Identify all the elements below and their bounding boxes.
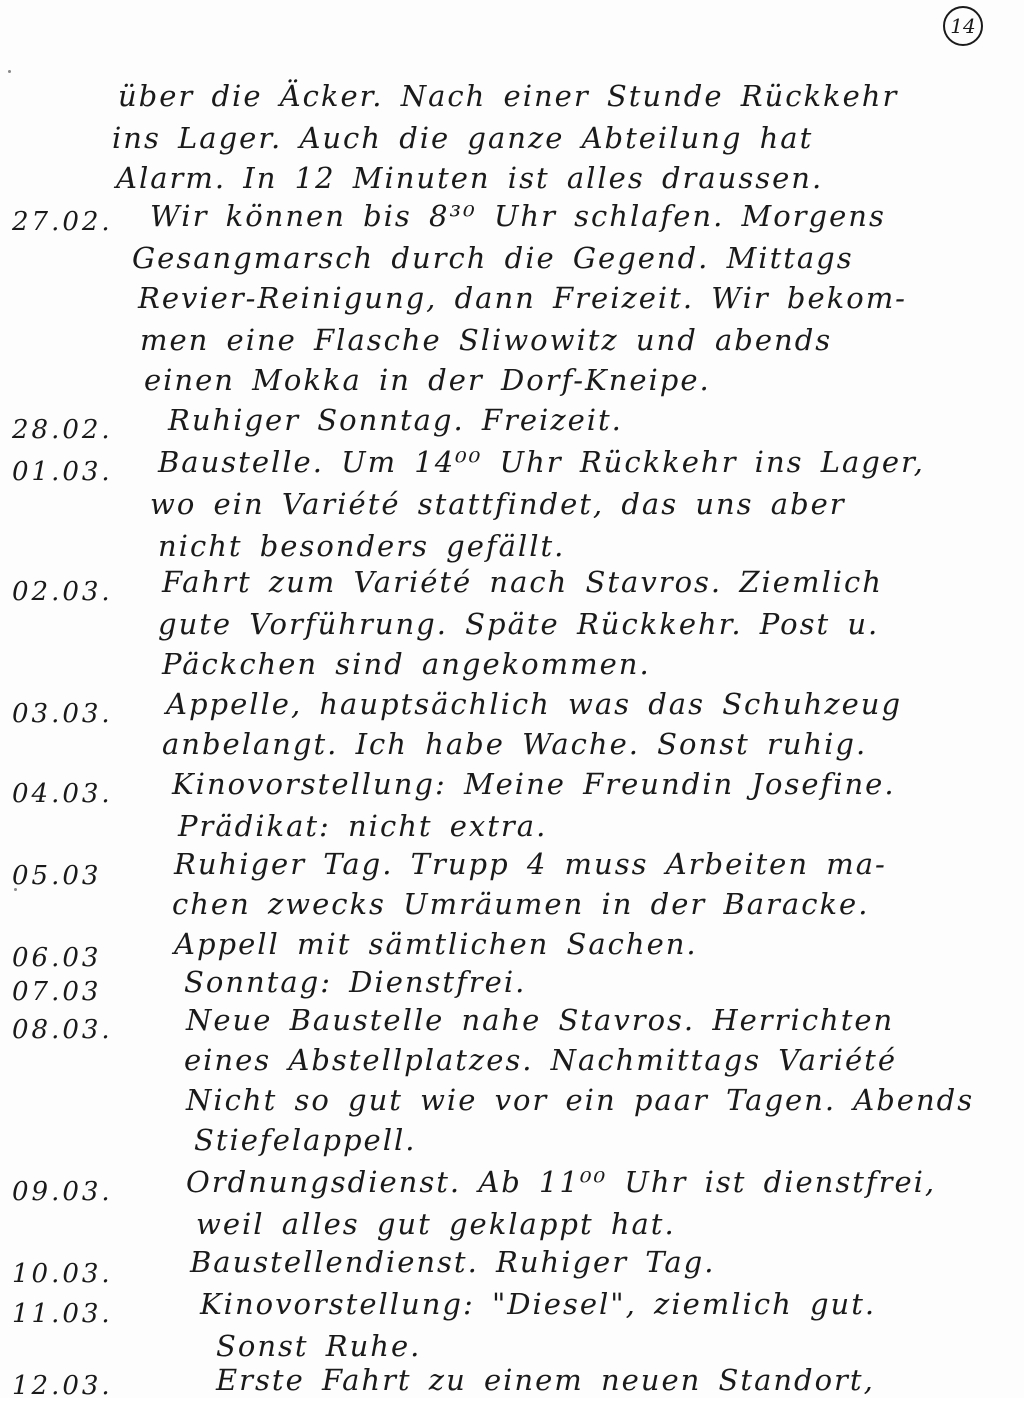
diary-line: wo ein Variété stattfindet, das uns aber (150, 487, 846, 521)
entry-date: 05.03 (12, 861, 102, 891)
diary-line: Wir können bis 8³⁰ Uhr schlafen. Morgens (150, 199, 886, 233)
diary-line: Sonst Ruhe. (216, 1329, 422, 1363)
diary-line: ins Lager. Auch die ganze Abteilung hat (112, 121, 814, 155)
entry-date: 10.03. (12, 1259, 113, 1289)
entry-date: 03.03. (12, 699, 113, 729)
paper-speck (8, 70, 11, 73)
diary-line: men eine Flasche Sliwowitz und abends (140, 323, 833, 357)
diary-line: Baustellendienst. Ruhiger Tag. (190, 1245, 716, 1279)
diary-line: Ordnungsdienst. Ab 11⁰⁰ Uhr ist dienstfrei, (186, 1165, 937, 1199)
entry-date: 27.02. (12, 207, 113, 237)
diary-line: Sonntag: Dienstfrei. (184, 965, 527, 999)
diary-line: Baustelle. Um 14⁰⁰ Uhr Rückkehr ins Lager, (158, 445, 925, 479)
diary-line: Fahrt zum Variété nach Stavros. Ziemlich (162, 565, 883, 599)
entry-date: 04.03. (12, 779, 113, 809)
page-number: 14 (943, 6, 983, 46)
diary-line: weil alles gut geklappt hat. (196, 1207, 676, 1241)
diary-line: eines Abstellplatzes. Nachmittags Variété (184, 1043, 897, 1077)
entry-date: 06.03 (12, 943, 102, 973)
entry-date: 01.03. (12, 457, 113, 487)
entry-date: 08.03. (12, 1015, 113, 1045)
diary-line: Ruhiger Sonntag. Freizeit. (168, 403, 623, 437)
diary-line: anbelangt. Ich habe Wache. Sonst ruhig. (162, 727, 868, 761)
diary-line: Appell mit sämtlichen Sachen. (174, 927, 698, 961)
diary-line: Kinovorstellung: Meine Freundin Josefine. (172, 767, 896, 801)
diary-line: Revier-Reinigung, dann Freizeit. Wir bekom- (138, 281, 907, 315)
diary-line: Prädikat: nicht extra. (178, 809, 548, 843)
diary-line: gute Vorführung. Späte Rückkehr. Post u. (158, 607, 880, 641)
diary-line: nicht besonders gefällt. (158, 529, 566, 563)
diary-line: Päckchen sind angekommen. (162, 647, 651, 681)
entry-date: 12.03. (12, 1371, 113, 1401)
diary-line: Neue Baustelle nahe Stavros. Herrichten (186, 1003, 895, 1037)
diary-line: Stiefelappell. (194, 1123, 417, 1157)
entry-date: 28.02. (12, 415, 113, 445)
diary-line: Erste Fahrt zu einem neuen Standort, (216, 1363, 875, 1397)
entry-date: 02.03. (12, 577, 113, 607)
entry-date: 07.03 (12, 977, 102, 1007)
diary-line: Ruhiger Tag. Trupp 4 muss Arbeiten ma- (174, 847, 887, 881)
diary-line: Nicht so gut wie vor ein paar Tagen. Abends (186, 1083, 975, 1117)
diary-line: Gesangmarsch durch die Gegend. Mittags (132, 241, 854, 275)
entry-date: 09.03. (12, 1177, 113, 1207)
diary-line: über die Äcker. Nach einer Stunde Rückkehr (118, 79, 899, 113)
entry-date: 11.03. (12, 1299, 113, 1329)
diary-line: chen zwecks Umräumen in der Baracke. (172, 887, 870, 921)
diary-line: Alarm. In 12 Minuten ist alles draussen. (116, 161, 824, 195)
diary-line: einen Mokka in der Dorf-Kneipe. (144, 363, 711, 397)
diary-line: Appelle, hauptsächlich was das Schuhzeug (166, 687, 903, 721)
diary-line: Kinovorstellung: "Diesel", ziemlich gut. (200, 1287, 877, 1321)
